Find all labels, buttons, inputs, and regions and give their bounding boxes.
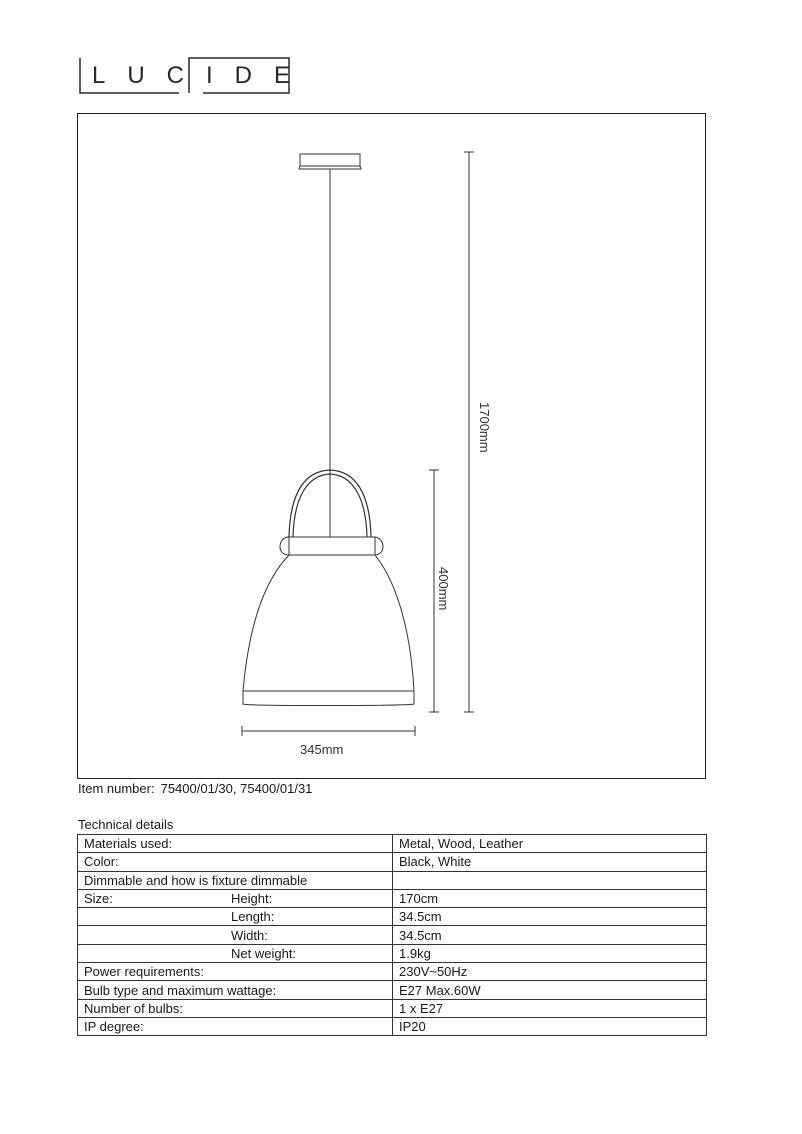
item-number-label: Item number:: [78, 781, 155, 796]
table-row: [78, 926, 707, 944]
dimension-shade-height: 400mm: [436, 567, 451, 611]
row-value: Metal, Wood, Leather: [393, 835, 707, 853]
dimension-total-height: 1700mm: [477, 402, 492, 453]
table-row: [78, 889, 707, 907]
row-value: 34.5cm: [393, 908, 707, 926]
row-value: 1.9kg: [393, 944, 707, 962]
shade-body: [243, 555, 414, 691]
row-label: Size: Height:: [78, 889, 393, 907]
row-label: Materials used:: [78, 835, 393, 853]
row-value: 1 x E27: [393, 999, 707, 1017]
row-label: Color:: [78, 853, 393, 871]
row-label: Bulb type and maximum wattage:: [78, 981, 393, 999]
table-row: [78, 1017, 707, 1035]
table-row: [78, 908, 707, 926]
table-row: [78, 981, 707, 999]
row-value: [393, 871, 707, 889]
dimension-shade-width: 345mm: [300, 742, 344, 757]
row-label: Length:: [78, 908, 393, 926]
canopy-top: [300, 154, 360, 166]
wood-band: [289, 537, 375, 555]
row-value: Black, White: [393, 853, 707, 871]
technical-details-title: Technical details: [78, 817, 174, 832]
table-row: [78, 999, 707, 1017]
table-row: [78, 963, 707, 981]
row-value: IP20: [393, 1017, 707, 1035]
brand-logo: [79, 57, 313, 94]
item-number: [78, 781, 318, 796]
table-row: [78, 944, 707, 962]
row-value: 230V~50Hz: [393, 963, 707, 981]
product-drawing: [77, 113, 706, 779]
row-label: IP degree:: [78, 1017, 393, 1035]
row-label: Power requirements:: [78, 963, 393, 981]
row-value: 34.5cm: [393, 926, 707, 944]
row-label: Width:: [78, 926, 393, 944]
technical-details-table: [77, 834, 707, 1036]
row-value: E27 Max.60W: [393, 981, 707, 999]
table-row: [78, 853, 707, 871]
row-value: 170cm: [393, 889, 707, 907]
table-row: [78, 835, 707, 853]
logo-text: LUCIDE: [92, 62, 313, 89]
row-label: Net weight:: [78, 944, 393, 962]
row-label: Number of bulbs:: [78, 999, 393, 1017]
tab-left: [280, 537, 289, 555]
row-label: Dimmable and how is fixture dimmable: [78, 871, 393, 889]
table-row: [78, 871, 707, 889]
shade-ring: [243, 691, 414, 706]
pendant-lamp-drawing: [78, 114, 707, 780]
item-number-value: 75400/01/30, 75400/01/31: [160, 781, 313, 796]
